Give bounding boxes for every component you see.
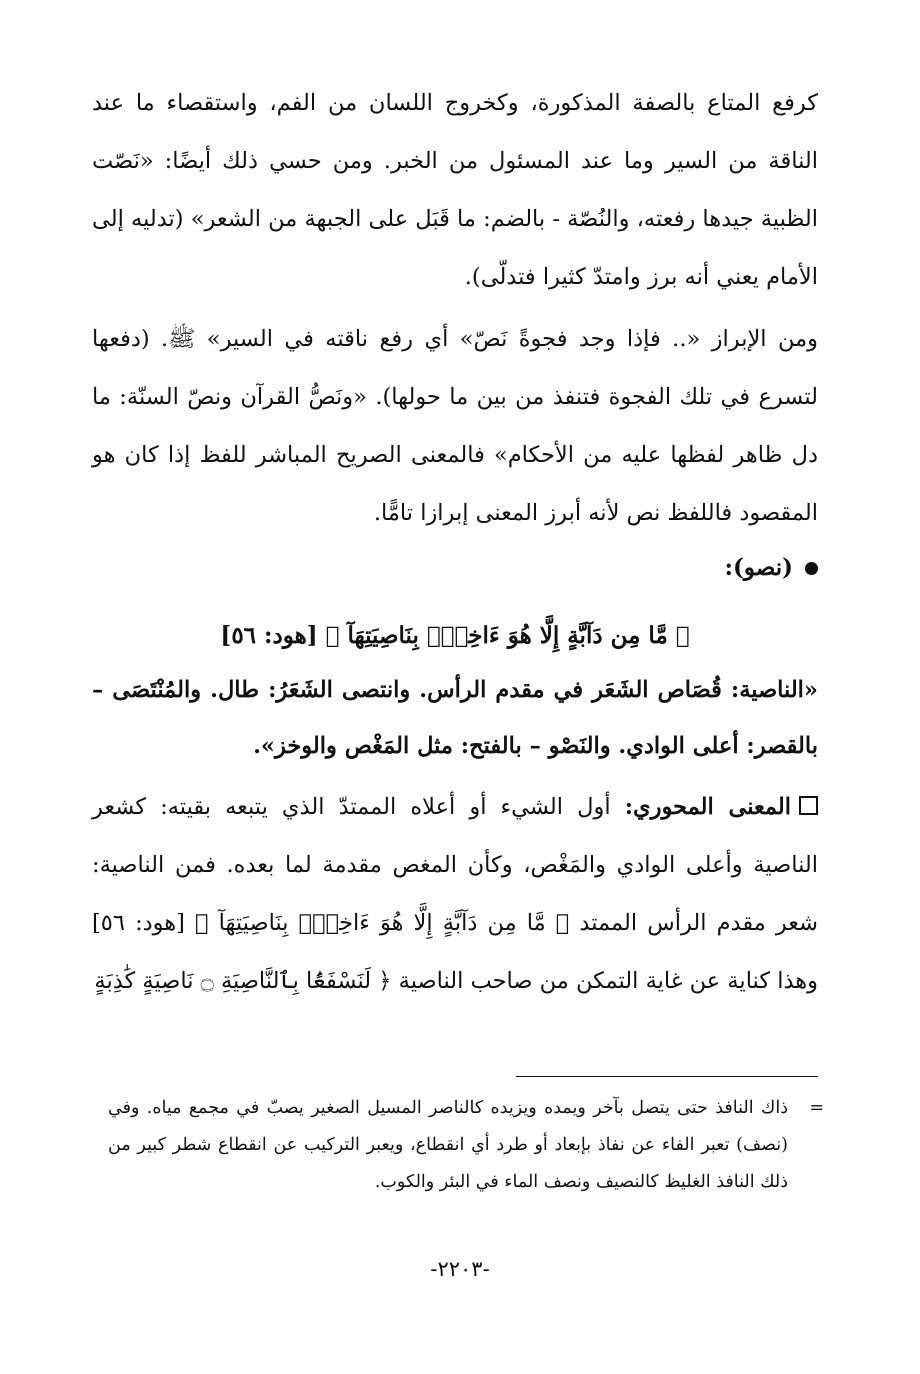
bullet-icon xyxy=(805,562,818,575)
paragraph-2: ومن الإبراز «.. فإذا وجد فجوةً نَصّ» أي رفع ناقته في السير» ﷺ. (دفعها لتسرع في تلك الفجوة فتنفذ من بين ما حولها). «ونَصُّ القرآن ونصّ السنّة: ما دل ظاهر لفظها عليه من الأحكام» فالمعنى الصريح المباشر للفظ إذا كان هو المقصود فاللفظ نص لأنه أبرز المعنى إبرازا تامًّا. xyxy=(92,326,818,526)
root-heading xyxy=(725,548,818,588)
root-heading-text: (نصو): xyxy=(724,554,793,581)
page-number: -٢٢٠٣- xyxy=(430,1257,490,1281)
quran-verse: ﴿ مَّا مِن دَآبَّةٍ إِلَّا هُوَ ءَاخِذٌۢ بِنَاصِيَتِهَآ ﴾ [هود: ٥٦] xyxy=(220,622,690,649)
core-meaning-paragraph xyxy=(92,778,818,1010)
lexical-definition: «الناصية: قُصَاص الشَعَر في مقدم الرأس. وانتصى الشَعَرُ: طال. والمُنْتَصَى – بالقصر: أعلى الوادي. والنَصْو – بالفتح: مثل المَغْص والوخز». xyxy=(92,677,818,759)
footnote-continuation-marker: = xyxy=(809,1098,824,1118)
footnote: ذاك النافذ حتى يتصل بآخر ويمده ويزيده كالناصر المسيل الصغير يصبّ في مجمع مياه. وفي (نصف) تعبر الفاء عن نفاذ بإبعاد أو طرد أي انقطاع، ويعبر التركيب عن انقطاع شطر كبير من ذلك النافذ الغليظ كالنصيف ونصف الماء في البئر والكوب. xyxy=(108,1098,788,1192)
footnote-divider xyxy=(516,1076,818,1077)
core-meaning-text: أول الشيء أو أعلاه الممتدّ الذي يتبعه بقيته: كشعر الناصية وأعلى الوادي والمَغْص، وكأن المغص مقدمة لما بعده. فمن الناصية: شعر مقدم الرأس الممتد ﴿ مَّا مِن دَآبَّةٍ إِلَّا هُوَ ءَاخِذٌۢ بِنَاصِيَتِهَآ ﴾ [هود: ٥٦] وهذا كناية عن غاية التمكن من صاحب الناصية ﴿ لَنَسْفَعًۢا بِٱلنَّاصِيَةِ ۝ نَاصِيَةٍ كَٰذِبَةٍ xyxy=(92,794,818,994)
core-meaning-label: المعنى المحوري: xyxy=(624,794,792,820)
paragraph-1: كرفع المتاع بالصفة المذكورة، وكخروج اللسان من الفم، واستقصاء ما عند الناقة من السير وما عند المسئول من الخبر. ومن حسي ذلك أيضًا: «نَصّت الظبية جيدها رفعته، والنُصّة - بالضم: ما قَبَل على الجبهة من الشعر» (تدليه إلى الأمام يعني أنه برز وامتدّ كثيرا فتدلّى). xyxy=(92,90,818,290)
square-bullet-icon xyxy=(799,796,818,815)
